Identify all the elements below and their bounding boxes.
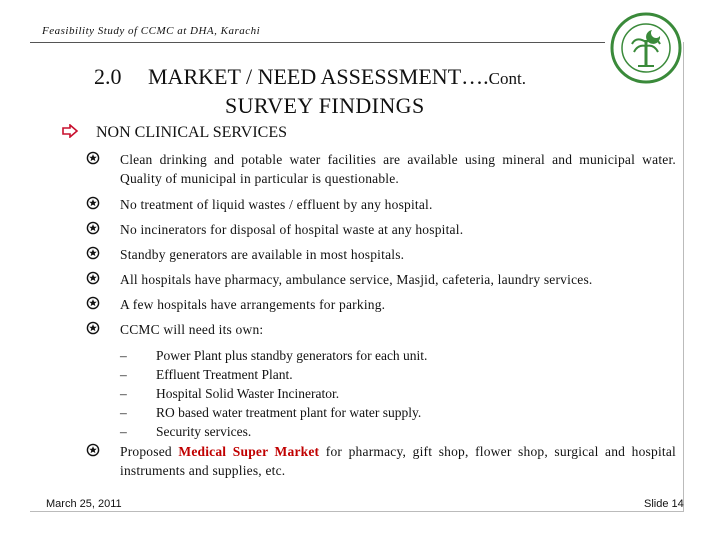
list-item bbox=[86, 295, 676, 314]
sub-list-item: – RO based water treatment plant for water supply. bbox=[120, 405, 422, 420]
star-bullet-icon bbox=[86, 296, 100, 310]
bullet-text bbox=[120, 442, 676, 480]
star-bullet-icon bbox=[86, 221, 100, 235]
sub-item-text: Hospital Solid Waster Incinerator. bbox=[156, 386, 340, 401]
header-rule bbox=[30, 42, 605, 43]
list-item bbox=[86, 320, 676, 339]
list-item bbox=[86, 442, 676, 480]
highlight-text: Medical Super Market bbox=[178, 444, 320, 459]
bullet-text: Clean drinking and potable water facilities are available using mineral and municipal water. Quality of municipal in particular is questionable. bbox=[120, 152, 676, 186]
star-bullet-icon bbox=[86, 246, 100, 260]
section-label: NON CLINICAL SERVICES bbox=[96, 124, 288, 141]
sub-item-text: Effluent Treatment Plant. bbox=[156, 367, 293, 382]
sub-item-text: Power Plant plus standby generators for each unit. bbox=[156, 348, 428, 363]
bullet-text: CCMC will need its own: bbox=[120, 322, 264, 337]
title-number: 2.0 bbox=[94, 64, 122, 89]
sub-item-text: Security services. bbox=[156, 424, 252, 439]
bullet-text: No incinerators for disposal of hospital waste at any hospital. bbox=[120, 222, 464, 237]
star-bullet-icon bbox=[86, 271, 100, 285]
sub-list-item: – Security services. bbox=[120, 424, 252, 439]
bullet-text-post: for pharmacy, gift shop, flower shop, surgical and hospital instruments and supplies, etc. bbox=[120, 444, 676, 478]
list-item bbox=[86, 270, 676, 289]
list-item bbox=[86, 220, 676, 239]
slide-number: Slide 14 bbox=[644, 498, 684, 510]
sub-list-item: – Effluent Treatment Plant. bbox=[120, 367, 293, 382]
sub-list-item: – Power Plant plus standby generators for each unit. bbox=[120, 348, 428, 363]
slide-subtitle: SURVEY FINDINGS bbox=[225, 93, 425, 118]
arrow-right-icon bbox=[56, 124, 84, 138]
slide-title bbox=[94, 64, 526, 90]
dha-logo bbox=[608, 10, 684, 86]
list-item bbox=[86, 245, 676, 264]
footer-date: March 25, 2011 bbox=[46, 498, 122, 510]
bullet-text-pre: Proposed bbox=[120, 444, 179, 459]
star-bullet-icon bbox=[86, 196, 100, 210]
sub-item-text: RO based water treatment plant for water supply. bbox=[156, 405, 422, 420]
title-main: MARKET / NEED ASSESSMENT…. bbox=[148, 64, 489, 89]
bullet-text: All hospitals have pharmacy, ambulance service, Masjid, cafeteria, laundry services. bbox=[120, 272, 593, 287]
bullet-text: A few hospitals have arrangements for parking. bbox=[120, 297, 386, 312]
star-bullet-icon bbox=[86, 151, 100, 165]
title-cont: Cont. bbox=[488, 69, 526, 88]
sub-list-item: – Hospital Solid Waster Incinerator. bbox=[120, 386, 340, 401]
bullet-text: Standby generators are available in most hospitals. bbox=[120, 247, 405, 262]
list-item bbox=[86, 195, 676, 214]
bullet-text: No treatment of liquid wastes / effluent by any hospital. bbox=[120, 197, 433, 212]
list-item bbox=[86, 150, 676, 188]
header-text: Feasibility Study of CCMC at DHA, Karachi bbox=[42, 25, 261, 37]
star-bullet-icon bbox=[86, 321, 100, 335]
star-bullet-icon bbox=[86, 443, 100, 457]
section-heading bbox=[56, 124, 287, 142]
